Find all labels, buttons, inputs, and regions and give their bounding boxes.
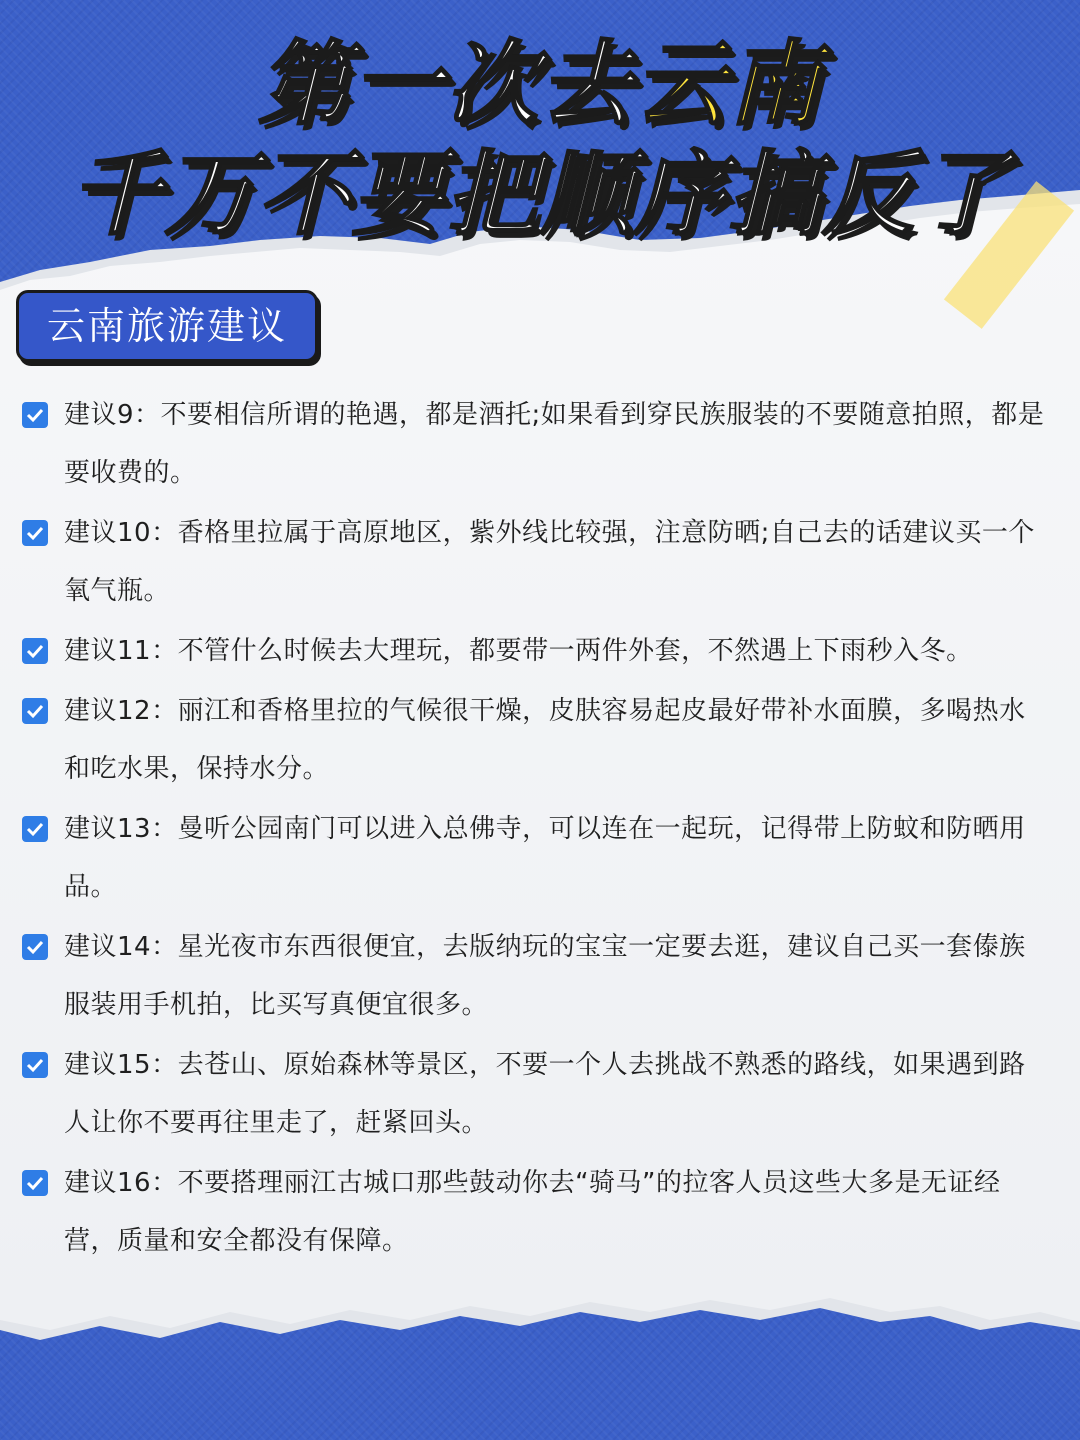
list-item — [22, 386, 1052, 502]
list-item — [22, 504, 1052, 620]
title-white-part: 第一次去 — [257, 31, 634, 138]
checkbox-checked-icon — [22, 520, 48, 546]
tip-text: 建议12：丽江和香格里拉的气候很干燥，皮肤容易起皮最好带补水面膜，多喝热水和吃水果，保持水分。 — [64, 696, 1026, 784]
section-badge: 云南旅游建议 — [16, 290, 318, 362]
title-line-1 — [0, 30, 1080, 140]
checkbox-checked-icon — [22, 1170, 48, 1196]
list-item — [22, 682, 1052, 798]
list-item — [22, 1154, 1052, 1270]
list-item — [22, 622, 1052, 680]
tip-text: 建议14：星光夜市东西很便宜，去版纳玩的宝宝一定要去逛，建议自己买一套傣族服装用手机拍，比买写真便宜很多。 — [64, 932, 1026, 1020]
tip-text: 建议13：曼听公园南门可以进入总佛寺，可以连在一起玩，记得带上防蚊和防晒用品。 — [64, 814, 1026, 902]
tip-text: 建议15：去苍山、原始森林等景区，不要一个人去挑战不熟悉的路线，如果遇到路人让你不要再往里走了，赶紧回头。 — [64, 1050, 1026, 1138]
tip-text: 建议9：不要相信所谓的艳遇，都是酒托;如果看到穿民族服装的不要随意拍照，都是要收费的。 — [64, 400, 1045, 488]
tip-text: 建议11：不管什么时候去大理玩，都要带一两件外套，不然遇上下雨秒入冬。 — [64, 636, 973, 666]
checkbox-checked-icon — [22, 638, 48, 664]
checkbox-checked-icon — [22, 1052, 48, 1078]
tips-list — [22, 386, 1052, 1272]
checkbox-checked-icon — [22, 934, 48, 960]
checkbox-checked-icon — [22, 402, 48, 428]
tip-text: 建议10：香格里拉属于高原地区，紫外线比较强，注意防晒;自己去的话建议买一个氧气瓶。 — [64, 518, 1035, 606]
title-line-2: 千万不要把顺序搞反了 — [69, 141, 1010, 248]
checkbox-checked-icon — [22, 698, 48, 724]
tip-text: 建议16：不要搭理丽江古城口那些鼓动你去“骑马”的拉客人员这些大多是无证经营，质量和安全都没有保障。 — [64, 1168, 1001, 1256]
title-yellow-part: 云南 — [634, 31, 823, 138]
list-item — [22, 800, 1052, 916]
list-item — [22, 1036, 1052, 1152]
list-item — [22, 918, 1052, 1034]
checkbox-checked-icon — [22, 816, 48, 842]
